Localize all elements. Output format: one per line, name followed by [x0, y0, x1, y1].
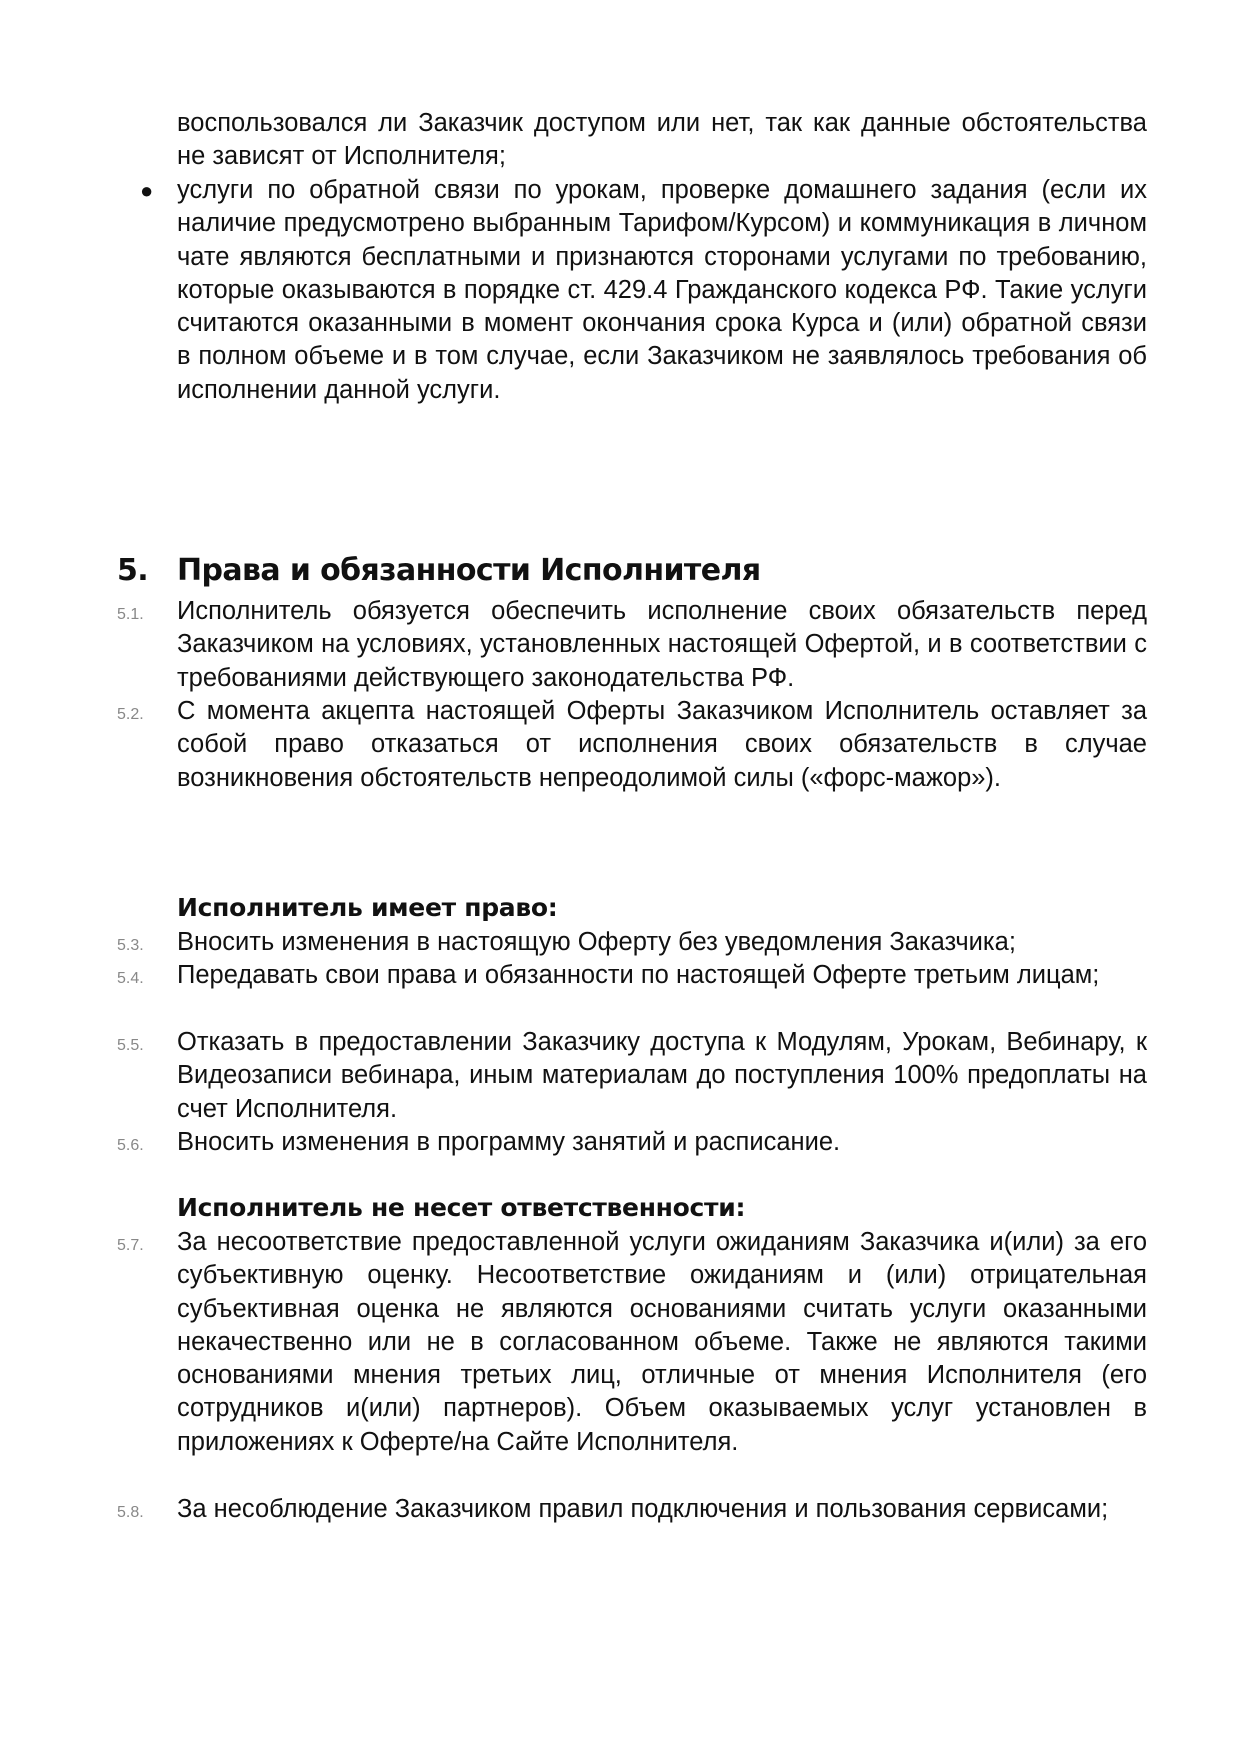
clause-number: 5.1.: [117, 606, 144, 623]
clause-number: 5.4.: [117, 970, 144, 987]
clause-text: Отказать в предоставлении Заказчику доступа к Модулям, Урокам, Вебинару, к Видеозаписи вебинара, иным материалам до поступления 100% предоплаты на счет Исполнителя.: [177, 1028, 1147, 1123]
bullet-item-text: услуги по обратной связи по урокам, проверке домашнего задания (если их наличие предусмотрено выбранным Тарифом/Курсом) и коммуникация в личном чате являются бесплатными и признаются сторонами услугами по требованию, которые оказываются в порядке ст. 429.4 Гражданского кодекса РФ. Такие услуги считаются оказанными в момент окончания срока Курса и (или) обратной связи в полном объеме и в том случае, если Заказчиком не заявлялось требования об исполнении данной услуги.: [177, 176, 1147, 404]
clause-text: Вносить изменения в настоящую Оферту без уведомления Заказчика;: [177, 928, 1016, 956]
clause-number: 5.8.: [117, 1504, 144, 1521]
clause-5-5: [117, 1026, 1147, 1126]
clause-5-4: [117, 959, 1137, 992]
clause-number: 5.5.: [117, 1037, 144, 1054]
clause-5-8: [117, 1493, 1147, 1526]
clause-text: За несоблюдение Заказчиком правил подключения и пользования сервисами;: [177, 1495, 1109, 1523]
clause-number: 5.2.: [117, 706, 144, 723]
liability-heading: Исполнитель не несет ответственности:: [177, 1193, 746, 1222]
clause-text: Исполнитель обязуется обеспечить исполнение своих обязательств перед Заказчиком на условиях, установленных настоящей Офертой, и в соответствии с требованиями действующего законодательства РФ.: [177, 597, 1147, 692]
clause-5-7: [117, 1226, 1147, 1459]
section-heading: [117, 551, 760, 591]
section-number: 5.: [117, 553, 149, 588]
clause-number: 5.3.: [117, 937, 144, 954]
clause-number: 5.7.: [117, 1237, 144, 1254]
bullet-icon: ●: [140, 178, 154, 203]
clause-5-2: [117, 695, 1147, 795]
clause-text: За несоответствие предоставленной услуги ожиданиям Заказчика и(или) за его субъективную оценку. Несоответствие ожиданиям и (или) отрицательная субъективная оценка не являются основаниями считать услуги оказанными некачественно или не в согласованном объеме. Также не являются такими основаниями мнения третьих лиц, отличные от мнения Исполнителя (его сотрудников и(или) партнеров). Объем оказываемых услуг установлен в приложениях к Оферте/на Сайте Исполнителя.: [177, 1228, 1147, 1456]
section-title: Права и обязанности Исполнителя: [177, 553, 761, 588]
clause-number: 5.6.: [117, 1137, 144, 1154]
clause-5-6: [117, 1126, 1147, 1159]
clause-text: Передавать свои права и обязанности по настоящей Оферте третьим лицам;: [177, 961, 1100, 989]
bullet-list-item: [140, 174, 1147, 407]
clause-text: С момента акцепта настоящей Оферты Заказчиком Исполнитель оставляет за собой право отказаться от исполнения своих обязательств в случае возникновения обстоятельств непреодолимой силы («форс-мажор»).: [177, 697, 1147, 792]
bullet-continued-text: воспользовался ли Заказчик доступом или нет, так как данные обстоятельства не зависят от Исполнителя;: [177, 109, 1147, 171]
clause-5-3: [117, 926, 1147, 959]
clause-text: Вносить изменения в программу занятий и расписание.: [177, 1128, 841, 1156]
clause-5-1: [117, 595, 1147, 695]
rights-heading: Исполнитель имеет право:: [177, 893, 558, 922]
